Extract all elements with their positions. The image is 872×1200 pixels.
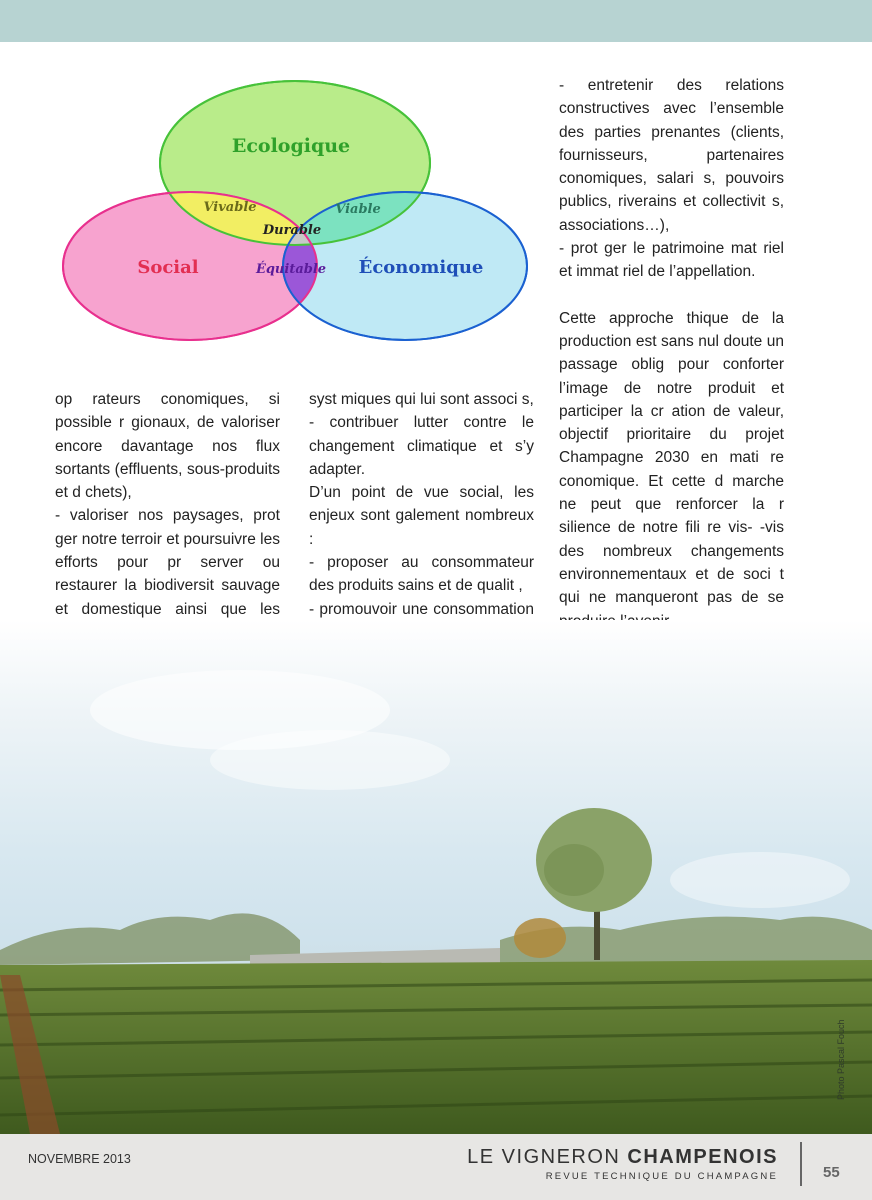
top-color-band <box>0 0 872 42</box>
text-column-2 <box>309 388 534 644</box>
paragraph: - prot ger le patrimoine mat riel et immat riel de l’appellation. <box>559 240 784 281</box>
label-durable: Durable <box>262 223 322 238</box>
magazine-title <box>467 1146 778 1169</box>
label-viable: Viable <box>335 202 381 217</box>
text-column-1 <box>55 388 280 644</box>
paragraph: D’un point de vue social, les enjeux sont galement nombreux : <box>309 484 534 548</box>
page-number: 55 <box>823 1164 840 1181</box>
page-footer <box>0 1134 872 1200</box>
sustainability-venn-diagram <box>60 76 530 346</box>
magazine-subtitle: REVUE TECHNIQUE DU CHAMPAGNE <box>545 1171 778 1182</box>
text-column-3 <box>559 74 784 633</box>
paragraph: - promouvoir une consommation <box>309 600 534 618</box>
label-social: Social <box>137 257 199 278</box>
issue-date: NOVEMBRE 2013 <box>28 1152 131 1166</box>
paragraph: - entretenir des relations constructives avec l’ensemble des parties prenantes (clients, fournisseurs, partenaires conomiques, salari s, pouvoirs publics, riverains et collectivit s, associations…), <box>559 77 784 234</box>
paragraph: Cette approche thique de la production est sans nul doute un passage oblig pour conforter l’image de notre produit et participer la cr ation de valeur, objectif prioritaire du projet Champagne 2030 en mati re conomique. Et cette d marche ne peut que renforcer la r silience de notre fili re vis- -vis des nombreux changements environnementaux et de soci t qui ne manqueront pas de se <box>559 309 784 607</box>
label-equitable: Équitable <box>255 262 327 277</box>
paragraph: syst miques qui lui sont associ s, <box>309 391 534 408</box>
label-economique: Économique <box>358 257 484 278</box>
label-vivable: Vivable <box>203 200 257 215</box>
paragraph: - valoriser nos paysages, prot ger notre terroir et poursuivre les efforts pour pr server ou restaurer la biodiversit sauvage et domestique ainsi que les <box>55 507 280 618</box>
title-light: LE VIGNERON <box>467 1146 621 1168</box>
vineyard-photo <box>0 620 872 1134</box>
label-ecologique: Ecologique <box>231 135 351 157</box>
title-bold: CHAMPENOIS <box>627 1146 778 1168</box>
paragraph: - contribuer lutter contre le changement climatique et s’y adapter. <box>309 414 534 478</box>
paragraph: op rateurs conomiques, si possible r gionaux, de valoriser encore davantage nos flux sortants (effluents, sous-produits et d chets), <box>55 391 280 502</box>
footer-divider <box>800 1142 802 1186</box>
photo-credit: Photo Pascal Fouch <box>836 1019 846 1100</box>
paragraph: - proposer au consommateur des produits sains et de qualit , <box>309 554 534 595</box>
